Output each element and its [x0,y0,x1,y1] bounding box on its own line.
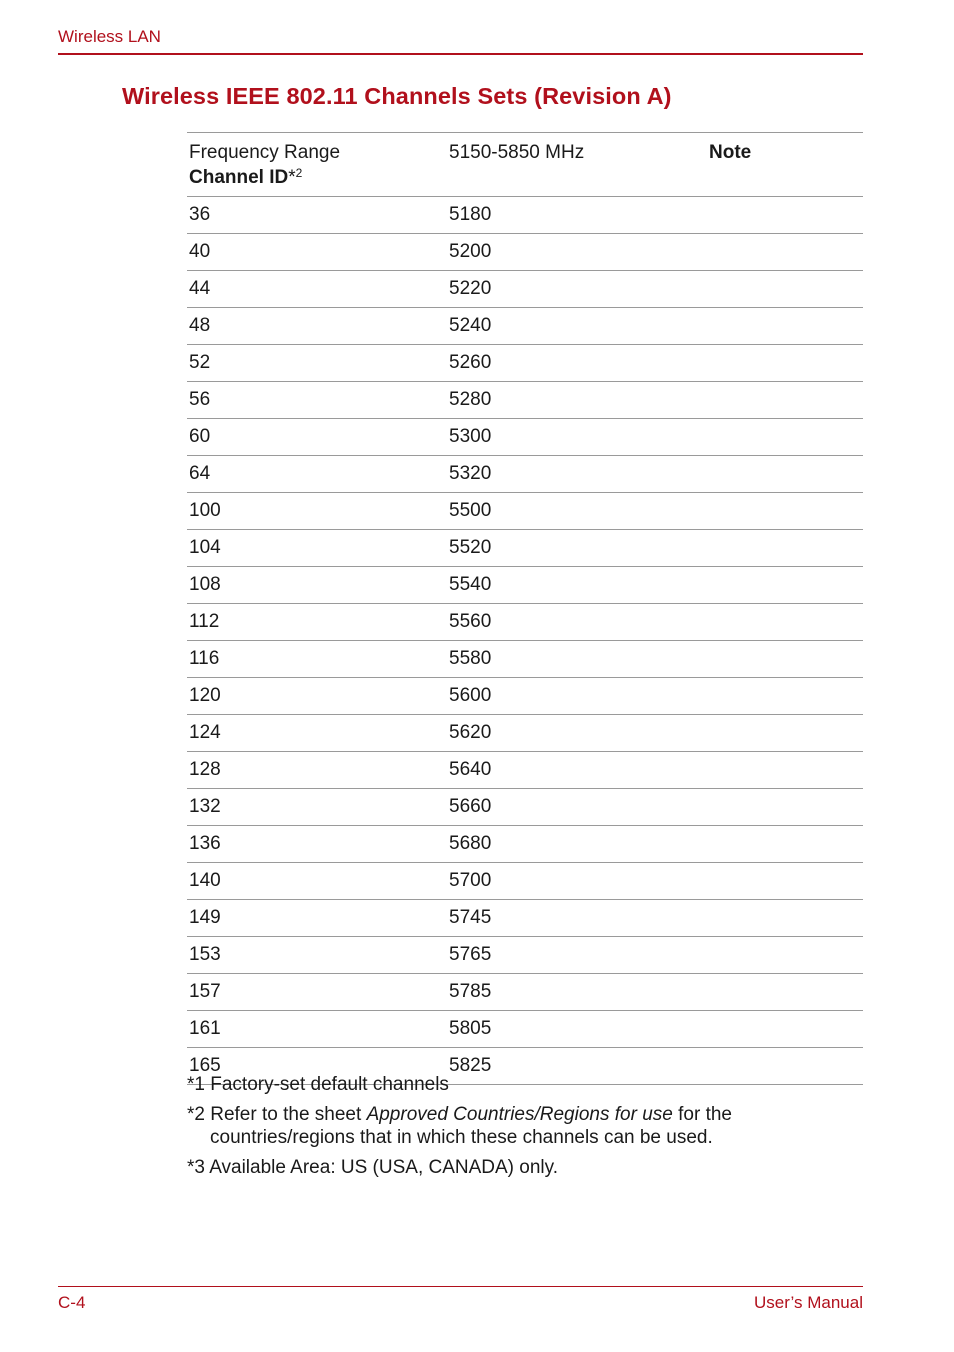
table-row [187,271,863,308]
channel-table [187,132,863,1085]
table-row [187,308,863,345]
table-row [187,678,863,715]
cell-channel-id: 140 [187,863,447,900]
cell-channel-id: 136 [187,826,447,863]
cell-channel-id: 153 [187,937,447,974]
table-row [187,604,863,641]
footer-manual-title: User’s Manual [754,1293,863,1312]
table-row [187,826,863,863]
table-row [187,789,863,826]
cell-frequency: 5745 [447,900,707,937]
table-row [187,937,863,974]
table-row [187,456,863,493]
cell-channel-id: 124 [187,715,447,752]
running-header: Wireless LAN [58,27,161,46]
footer-page-number: C-4 [58,1293,86,1312]
cell-channel-id: 104 [187,530,447,567]
table-row [187,974,863,1011]
cell-channel-id: 60 [187,419,447,456]
table-row [187,419,863,456]
cell-channel-id: 149 [187,900,447,937]
cell-note [707,345,863,382]
cell-frequency: 5540 [447,567,707,604]
table-row [187,715,863,752]
cell-note [707,419,863,456]
cell-frequency: 5200 [447,234,707,271]
table-row [187,345,863,382]
table-row [187,493,863,530]
cell-frequency: 5640 [447,752,707,789]
cell-note [707,382,863,419]
cell-note [707,271,863,308]
cell-channel-id: 100 [187,493,447,530]
cell-frequency: 5220 [447,271,707,308]
cell-frequency: 5600 [447,678,707,715]
cell-frequency: 5320 [447,456,707,493]
section-title: Wireless IEEE 802.11 Channels Sets (Revision A) [122,83,672,109]
cell-frequency: 5300 [447,419,707,456]
header-note: Note [709,142,752,163]
cell-channel-id: 116 [187,641,447,678]
cell-note [707,752,863,789]
cell-note [707,604,863,641]
table-row [187,234,863,271]
cell-frequency: 5280 [447,382,707,419]
cell-frequency: 5765 [447,937,707,974]
cell-note [707,456,863,493]
footer-rule [58,1286,863,1287]
channel-table-head [187,133,863,197]
cell-channel-id: 161 [187,1011,447,1048]
cell-channel-id: 108 [187,567,447,604]
cell-channel-id: 128 [187,752,447,789]
cell-note [707,863,863,900]
table-row [187,530,863,567]
cell-frequency: 5580 [447,641,707,678]
cell-frequency: 5180 [447,197,707,234]
table-header-row [187,133,863,197]
channel-table-body [187,197,863,1085]
cell-frequency: 5260 [447,345,707,382]
header-channel-id [187,133,447,197]
cell-channel-id: 165 [187,1048,447,1085]
cell-note [707,826,863,863]
footnote-1: *1 Factory-set default channels [187,1074,449,1095]
cell-frequency: 5240 [447,308,707,345]
cell-channel-id: 132 [187,789,447,826]
cell-note [707,493,863,530]
header-channel-id-footnote-ref: 2 [295,166,303,180]
cell-note [707,197,863,234]
cell-channel-id: 52 [187,345,447,382]
cell-note [707,530,863,567]
table-row [187,197,863,234]
table-row [187,567,863,604]
cell-channel-id: 64 [187,456,447,493]
cell-channel-id: 44 [187,271,447,308]
cell-note [707,789,863,826]
cell-frequency: 5805 [447,1011,707,1048]
table-row [187,863,863,900]
footnote-3: *3 Available Area: US (USA, CANADA) only. [187,1157,559,1178]
table-row [187,382,863,419]
cell-frequency: 5680 [447,826,707,863]
header-rule [58,53,863,55]
cell-note [707,937,863,974]
footnote-2-document-title: Approved Countries/Regions for use [366,1104,673,1125]
header-frequency-band: 5150-5850 MHz [449,142,585,163]
cell-channel-id: 56 [187,382,447,419]
header-channel-id-asterisk: * [288,167,296,188]
footnote-2-prefix: *2 Refer to the sheet [187,1104,367,1125]
header-channel-id-label: Channel ID [189,167,289,188]
cell-channel-id: 120 [187,678,447,715]
cell-frequency: 5520 [447,530,707,567]
table-row [187,900,863,937]
footnote-2 [187,1103,863,1149]
cell-note [707,308,863,345]
table-row [187,1011,863,1048]
cell-note [707,234,863,271]
cell-channel-id: 112 [187,604,447,641]
cell-frequency: 5785 [447,974,707,1011]
footnote-2-suffix: for the countries/regions that in which these channels can be used. [210,1104,733,1148]
cell-frequency: 5620 [447,715,707,752]
cell-frequency: 5560 [447,604,707,641]
cell-channel-id: 48 [187,308,447,345]
header-channel-id-line [189,165,445,190]
cell-note [707,974,863,1011]
cell-frequency: 5825 [447,1048,707,1085]
cell-frequency: 5660 [447,789,707,826]
footnotes [187,1073,863,1186]
cell-channel-id: 40 [187,234,447,271]
cell-note [707,641,863,678]
cell-note [707,900,863,937]
cell-note [707,1011,863,1048]
cell-channel-id: 36 [187,197,447,234]
table-row [187,752,863,789]
cell-channel-id: 157 [187,974,447,1011]
table-row [187,641,863,678]
cell-note [707,567,863,604]
cell-frequency: 5700 [447,863,707,900]
header-frequency-range-label: Frequency Range [189,142,341,163]
cell-note [707,715,863,752]
cell-frequency: 5500 [447,493,707,530]
cell-note [707,678,863,715]
